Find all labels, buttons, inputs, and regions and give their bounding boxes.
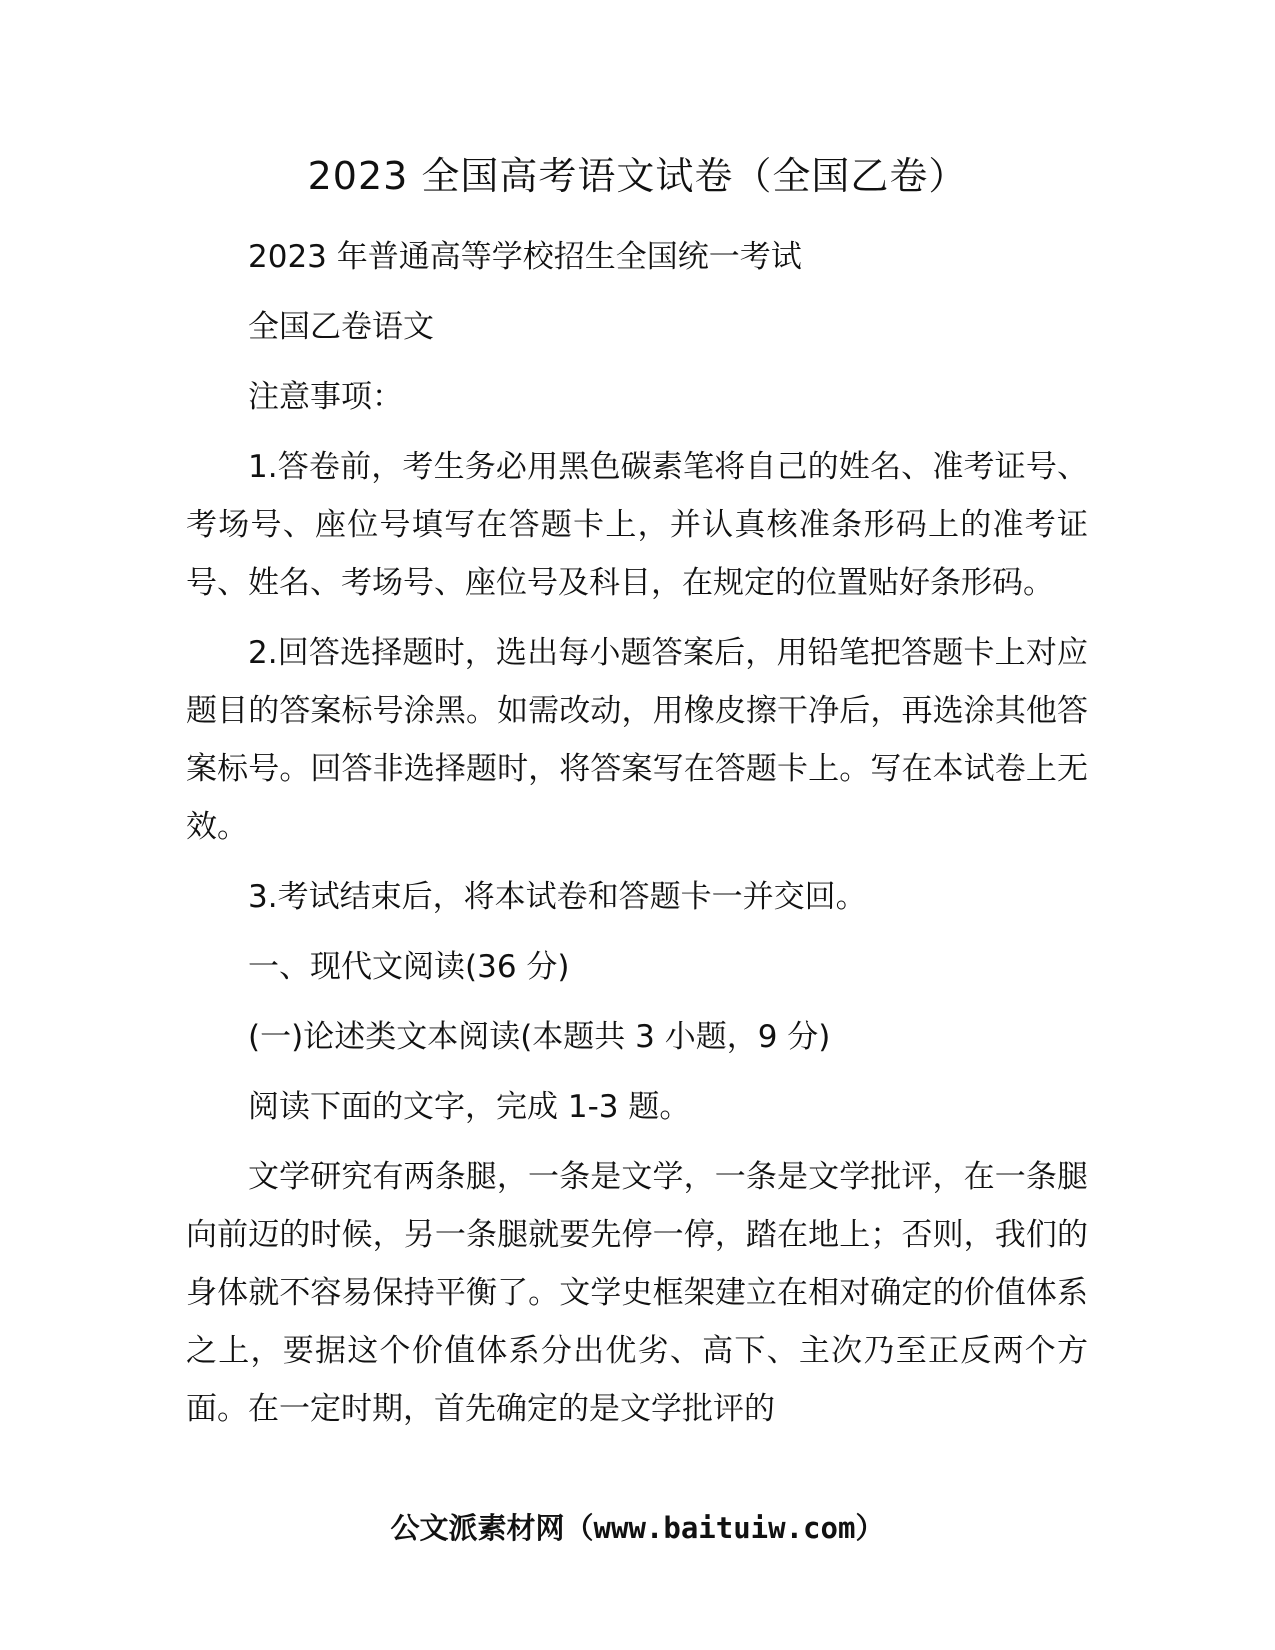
footer-site-name: 公文派素材网 xyxy=(390,1511,565,1545)
document-body xyxy=(186,228,1088,1450)
section-heading: 一、现代文阅读(36 分) xyxy=(248,949,570,985)
subsection-heading: (一)论述类文本阅读(本题共 3 小题，9 分) xyxy=(248,1019,831,1055)
paper-name: 全国乙卷语文 xyxy=(248,309,434,345)
reading-passage: 文学研究有两条腿，一条是文学，一条是文学批评，在一条腿向前迈的时候，另一条腿就要先停一停，踏在地上；否则，我们的身体就不容易保持平衡了。文学史框架建立在相对确定的价值体系之上，要据这个价值体系分出优劣、高下、主次乃至正反两个方面。在一定时期，首先确定的是文学批评的 xyxy=(186,1159,1088,1427)
exam-name: 2023 年普通高等学校招生全国统一考试 xyxy=(248,239,802,275)
notice-item-2: 2.回答选择题时，选出每小题答案后，用铅笔把答题卡上对应题目的答案标号涂黑。如需改动，用橡皮擦干净后，再选涂其他答案标号。回答非选择题时，将答案写在答题卡上。写在本试卷上无效。 xyxy=(186,635,1088,845)
notice-item-1: 1.答卷前，考生务必用黑色碳素笔将自己的姓名、准考证号、考场号、座位号填写在答题卡上，并认真核准条形码上的准考证号、姓名、考场号、座位号及科目，在规定的位置贴好条形码。 xyxy=(186,449,1088,601)
footer-domain: www.baituiw.com xyxy=(593,1511,856,1545)
notice-heading: 注意事项： xyxy=(248,379,403,415)
page-footer xyxy=(0,1508,1275,1548)
document-title: 2023 全国高考语文试卷（全国乙卷） xyxy=(307,154,968,198)
notice-item-3: 3.考试结束后，将本试卷和答题卡一并交回。 xyxy=(248,879,867,915)
footer-open-paren: （ xyxy=(564,1511,594,1545)
footer-close-paren: ） xyxy=(855,1511,885,1545)
reading-instruction: 阅读下面的文字，完成 1-3 题。 xyxy=(248,1089,691,1125)
